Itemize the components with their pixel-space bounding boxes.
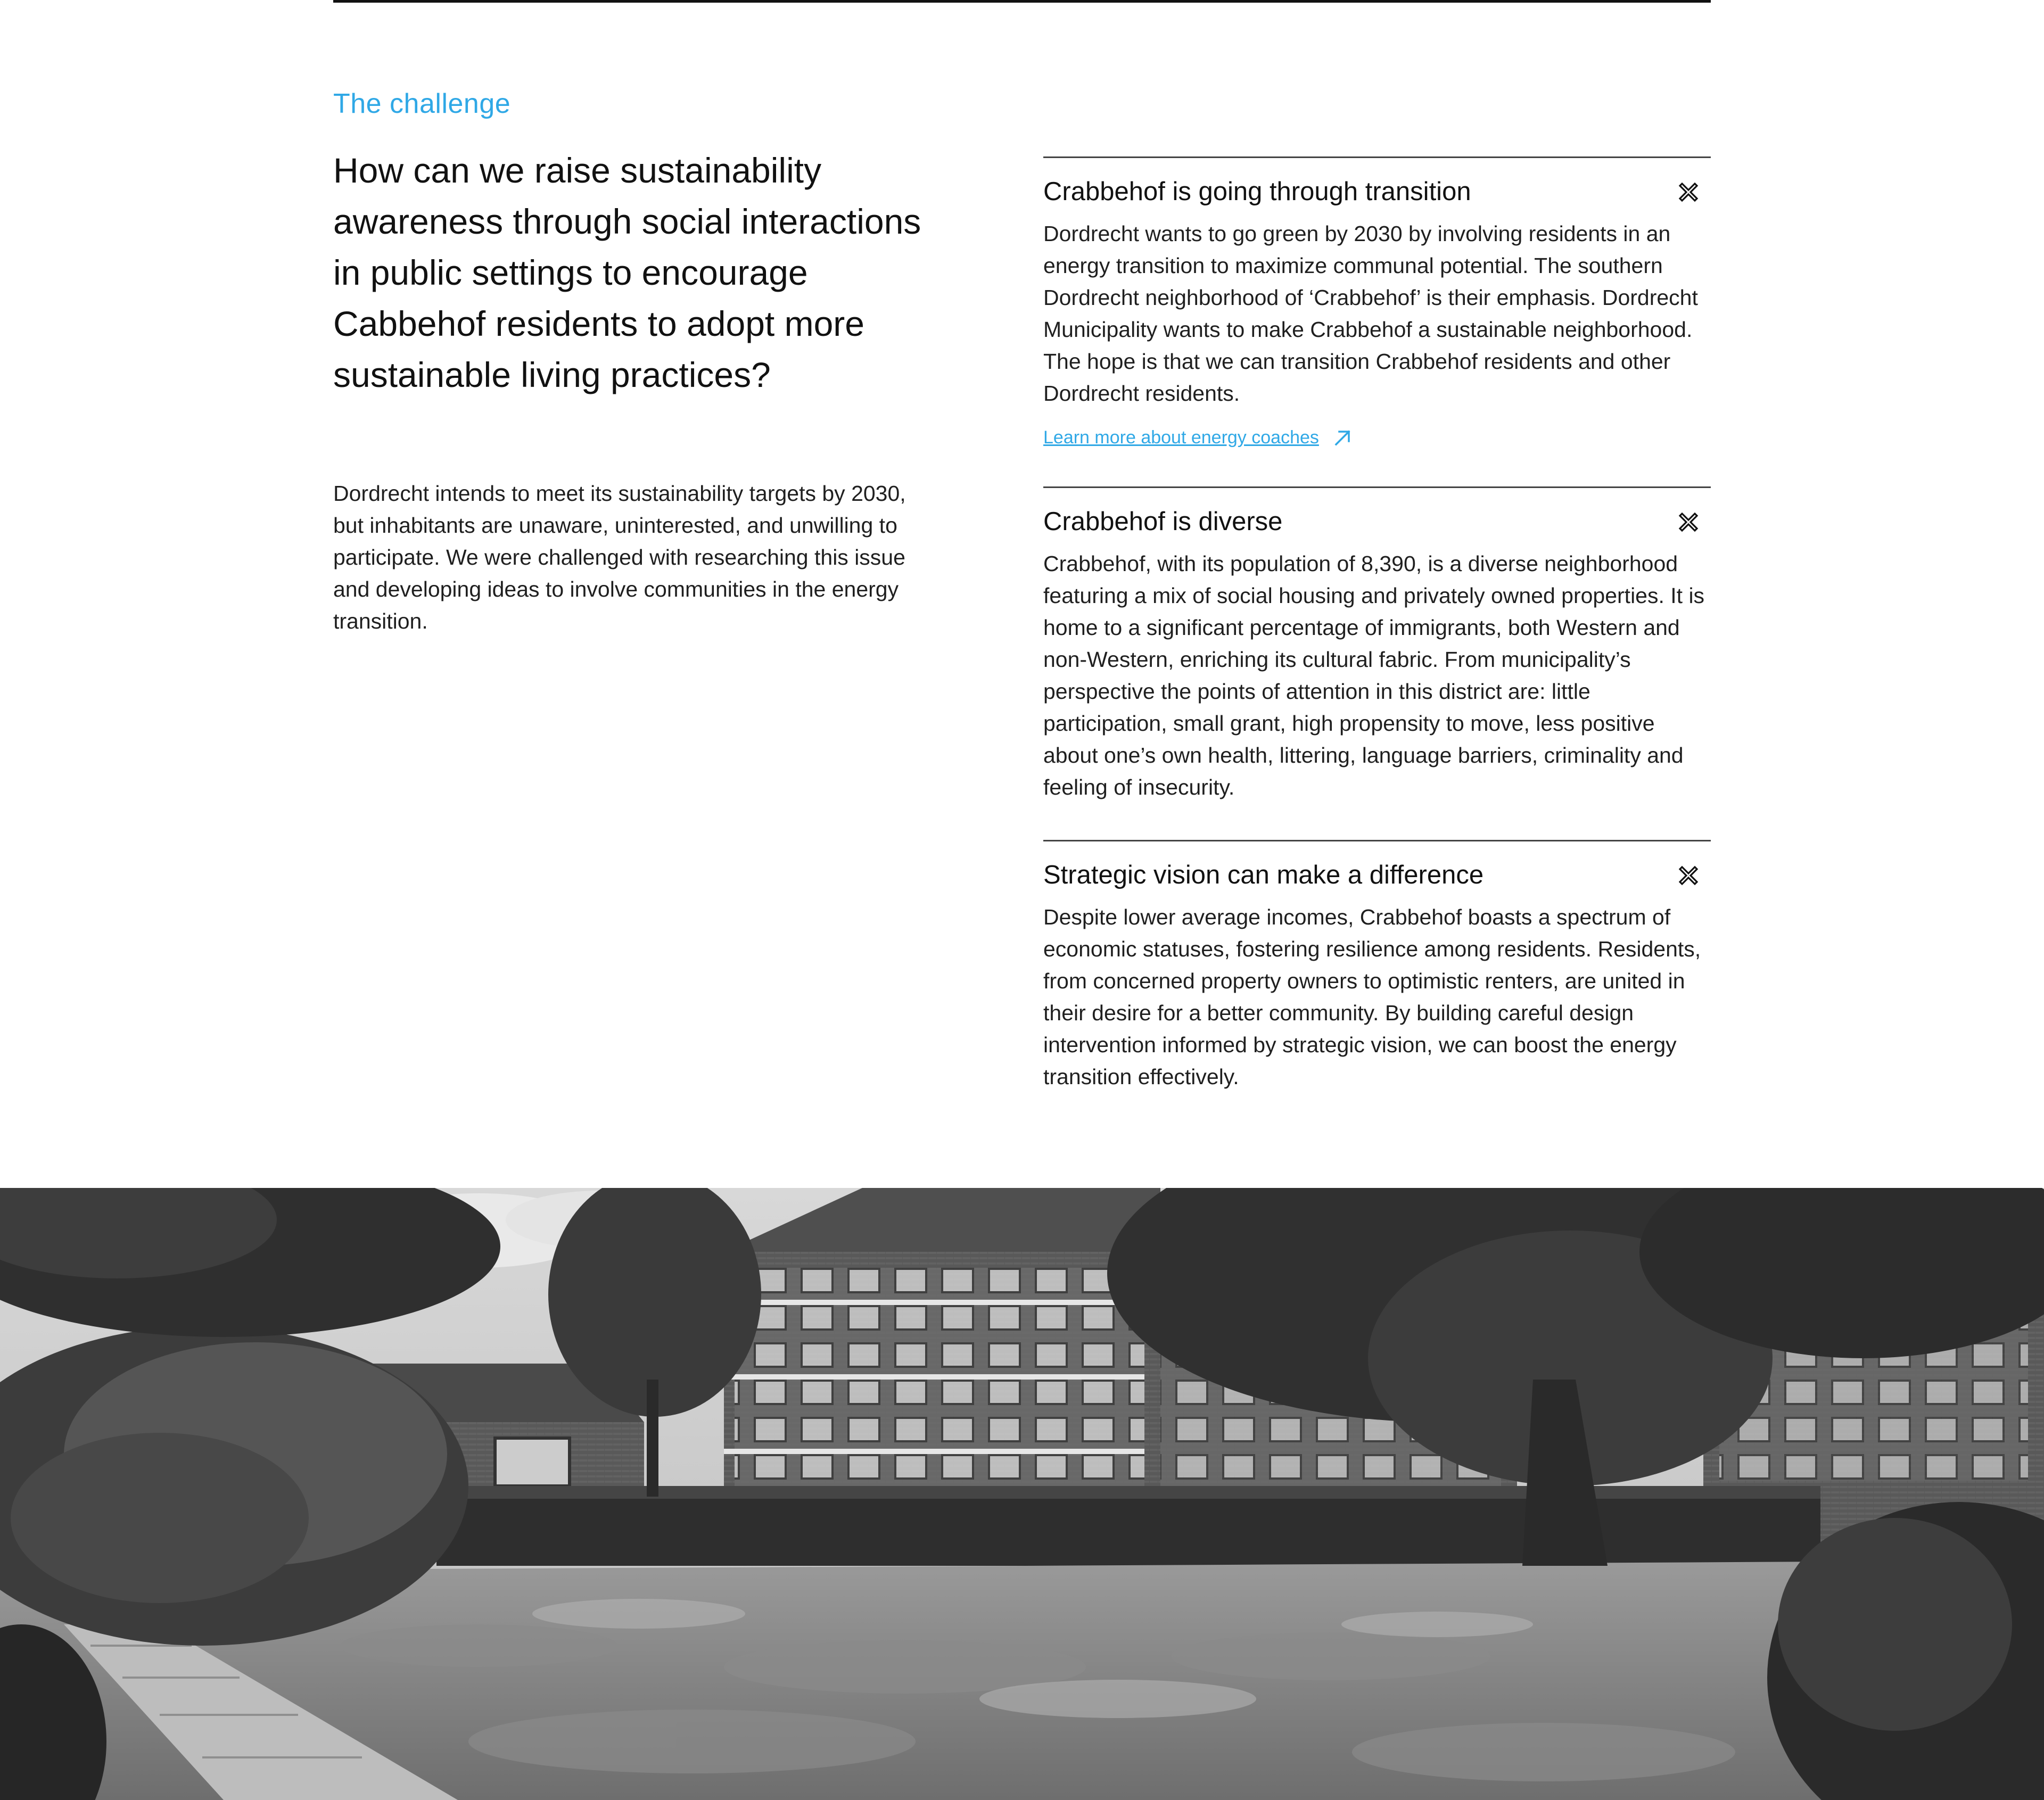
card-title: Crabbehof is going through transition — [1043, 177, 1471, 206]
info-card-strategic-vision — [1043, 840, 1711, 1140]
close-icon[interactable] — [1678, 181, 1699, 203]
arrow-up-right-icon — [1333, 428, 1352, 448]
link-label: Learn more about energy coaches — [1043, 427, 1319, 448]
card-title: Strategic vision can make a difference — [1043, 861, 1484, 889]
top-divider — [333, 0, 1711, 3]
card-body: Crabbehof, with its population of 8,390, is a diverse neighborhood featuring a mix of social housing and privately owned properties. It is home to a significant percentage of immigrants, both Western and non-Western, enriching its cultural fabric. From municipality’s perspective the points of attention in this district are: little participation, small grant, high propensity to move, less positive about one’s own health, littering, language barriers, criminality and feeling of insecurity. — [1043, 551, 1705, 799]
card-body: Despite lower average incomes, Crabbehof boasts a spectrum of economic statuses, fostering resilience among residents. Residents, from concerned property owners to optimistic renters, are united in their desire for a better community. By building careful design intervention informed by strategic vision, we can boost the energy transition effectively. — [1043, 905, 1701, 1089]
close-icon[interactable] — [1678, 865, 1699, 886]
challenge-question: How can we raise sustainability awareness through social interactions in public settings to encourage Cabbehof residents to adopt more sustainable living practices? — [333, 151, 921, 394]
info-card-transition — [1043, 156, 1711, 488]
challenge-intro: Dordrecht intends to meet its sustainability targets by 2030, but inhabitants are unaware, uninterested, and unwilling to participate. We were challenged with researching this issue and developing ideas to involve communities in the energy transition. — [333, 481, 906, 633]
card-title: Crabbehof is diverse — [1043, 507, 1283, 536]
close-icon[interactable] — [1678, 511, 1699, 533]
energy-coaches-link[interactable] — [1043, 427, 1352, 448]
neighborhood-photo — [0, 1188, 2044, 1800]
info-card-diverse — [1043, 486, 1711, 841]
section-eyebrow: The challenge — [333, 88, 511, 119]
card-body: Dordrecht wants to go green by 2030 by involving residents in an energy transition to maximize communal potential. The southern Dordrecht neighborhood of ‘Crabbehof’ is their emphasis. Dordrecht Municipality wants to make Crabbehof a sustainable neighborhood. The hope is that we can transition Crabbehof residents and other Dordrecht residents. — [1043, 221, 1698, 406]
